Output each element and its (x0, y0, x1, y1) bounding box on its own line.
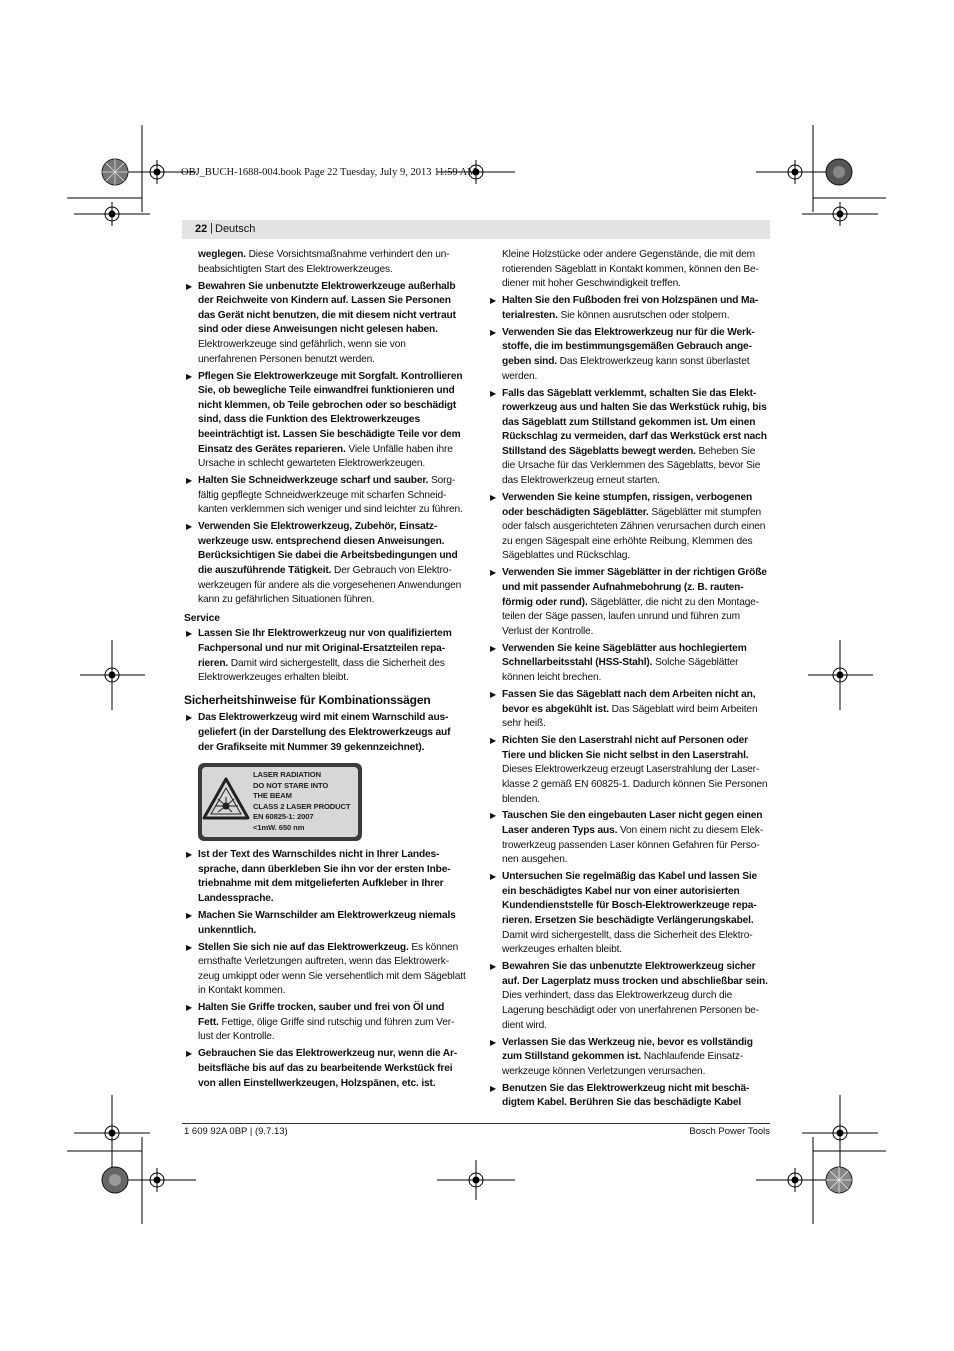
list-item (184, 370, 466, 472)
list-item (488, 642, 770, 686)
list-item (184, 848, 466, 906)
triangle-right-icon: ▶ (186, 476, 193, 486)
triangle-right-icon: ▶ (490, 1037, 497, 1047)
list-item (488, 326, 770, 384)
paragraph: Kleine Holzstücke oder andere Gegenstände, die mit dem rotierenden Sägeblatt in Kontakt kommen, können den Bediener mit hoher Geschwindigkeit treffen. (502, 249, 759, 290)
triangle-right-icon: ▶ (186, 1003, 193, 1013)
paragraph (184, 248, 466, 277)
header-language: Deutsch (215, 223, 256, 235)
body-text: Dies verhindert, dass das Elektrowerkzeug durch die Lagerung beschädigt oder von unerfahrenen Personen bedient wird. (502, 990, 760, 1031)
list-item (488, 566, 770, 639)
list-item (488, 1036, 770, 1080)
body-text: Fettige, ölige Griffe sind rutschig und führen zum Verlust der Kontrolle. (198, 1016, 455, 1043)
bold-text: Lassen Sie Ihr Elektrowerkzeug nur von qualifiziertem Fachpersonal und nur mit Original-Ersatzteilen reparieren. (198, 628, 452, 669)
bold-text: Verwenden Sie keine stumpfen, rissigen, verbogenen oder beschädigten Sägeblätter. (502, 492, 753, 518)
list-item (488, 734, 770, 807)
warning-line: DO NOT STARE INTO (253, 780, 329, 790)
bold-text: Pflegen Sie Elektrowerkzeuge mit Sorgfalt. Kontrollieren Sie, ob bewegliche Teile einwandfrei funktionieren und nicht klemmen, ob Teile gebrochen oder so beschädigt sind, dass die Funktion des Elektrowerkzeuges beeinträchtigt ist. Lassen Sie beschädigte Teile vor dem Einsatz des Gerätes reparieren. (198, 370, 463, 455)
laser-hazard-icon (202, 777, 250, 821)
triangle-right-icon: ▶ (490, 736, 497, 746)
footer-rule (182, 1123, 770, 1124)
section-heading: Sicherheitshinweise für Kombinationssägen (184, 692, 431, 707)
bold-text: Stellen Sie sich nie auf das Elektrowerkzeug. (198, 941, 409, 953)
triangle-right-icon: ▶ (186, 942, 193, 952)
triangle-right-icon: ▶ (186, 629, 193, 639)
triangle-right-icon: ▶ (490, 327, 497, 337)
triangle-right-icon: ▶ (490, 568, 497, 578)
triangle-right-icon: ▶ (490, 493, 497, 503)
triangle-right-icon: ▶ (186, 1049, 193, 1059)
footer-doc-number: 1 609 92A 0BP | (9.7.13) (184, 1126, 288, 1137)
list-item (488, 387, 770, 489)
bold-text: Halten Sie Griffe trocken, sauber und frei von Öl und Fett. (198, 1002, 445, 1028)
laser-warning-label (198, 763, 362, 841)
triangle-right-icon: ▶ (490, 388, 497, 398)
body-text: Es können ernsthafte Verletzungen auftreten, wenn das Elektrowerkzeug umkippt oder wenn Sie versehentlich mit dem Sägeblatt in Kontakt kommen. (198, 941, 466, 997)
body-text: Sorgfältig gepflegte Schneidwerkzeuge mit scharfen Schneidkanten verklemmen sich weniger und sind leichter zu führen. (198, 475, 463, 516)
body-text: Diese Vorsichtsmaßnahme verhindert den unbeabsichtigten Start des Elektrowerkzeuges. (198, 249, 450, 275)
triangle-right-icon: ▶ (490, 811, 497, 821)
triangle-right-icon: ▶ (490, 962, 497, 972)
printer-color-wheel-icon (826, 159, 852, 185)
list-item (184, 474, 466, 518)
bold-text: Ist der Text des Warnschildes nicht in Ihrer Landessprache, dann überkleben Sie ihn vor der ersten Inbetriebnahme mit dem mitgelieferten Aufkleber in Ihrer Landessprache. (198, 849, 451, 904)
body-text: Damit wird sichergestellt, dass die Sicherheit des Elektrowerkzeuges erhalten bleibt. (198, 657, 445, 684)
bold-text: Halten Sie Schneidwerkzeuge scharf und sauber. (198, 475, 429, 487)
header-separator: | (210, 222, 213, 234)
list-item (184, 627, 466, 685)
warning-line: <1mW. 650 nm (253, 822, 305, 832)
triangle-right-icon: ▶ (186, 281, 193, 291)
list-item (488, 1082, 770, 1111)
print-slug: OBJ_BUCH-1688-004.book Page 22 Tuesday, July 9, 2013 11:59 AM (181, 167, 477, 178)
left-column (184, 248, 466, 1094)
body-text: Das Elektrowerkzeug kann sonst überlastet werden. (502, 355, 750, 382)
list-item (184, 711, 466, 755)
triangle-right-icon: ▶ (490, 296, 497, 306)
printer-color-wheel-icon (102, 159, 128, 185)
body-text: Sägeblätter mit stumpfen oder falsch ausgerichteten Zähnen verursachen durch einen zu engen Sägespalt eine erhöhte Reibung, Klemmen des Sägeblattes und Rückschlag. (502, 506, 766, 562)
warning-label-text (253, 770, 350, 833)
body-text: Damit wird sichergestellt, dass die Sicherheit des Elektrowerkzeuges erhalten bleibt. (502, 929, 753, 956)
bold-text: Gebrauchen Sie das Elektrowerkzeug nur, wenn die Arbeitsfläche bis auf das zu bearbeitende Werkstück frei von allen Einstellwerkzeugen, Holzspänen, etc. ist. (198, 1048, 458, 1089)
bold-text: Richten Sie den Laserstrahl nicht auf Personen oder Tiere und blicken Sie nicht selbst in den Laserstrahl. (502, 735, 749, 761)
bold-text: Bewahren Sie das unbenutzte Elektrowerkzeug sicher auf. Der Lagerplatz muss trocken und abschließbar sein. (502, 961, 768, 987)
triangle-right-icon: ▶ (186, 850, 193, 860)
bold-text: Tauschen Sie den eingebauten Laser nicht gegen einen Laser anderen Typs aus. (502, 810, 763, 837)
bold-text: weglegen. (198, 249, 246, 260)
printer-color-wheel-icon (102, 1167, 128, 1193)
bold-text: Halten Sie den Fußboden frei von Holzspänen und Materialresten. (502, 295, 759, 321)
list-item (184, 1001, 466, 1045)
triangle-right-icon: ▶ (186, 371, 193, 381)
page-header (182, 220, 770, 239)
triangle-right-icon: ▶ (186, 910, 193, 920)
bold-text: Falls das Sägeblatt verklemmt, schalten Sie das Elektrowerkzeug aus und halten Sie das Werkstück ruhig, bis das Sägeblatt zum Stillstand gekommen ist. Um einen Rückschlag zu vermeiden, darf das Werkstück erst nach Stillstand des Sägeblatts bewegt werden. (502, 387, 767, 457)
list-item (488, 294, 770, 323)
list-item (184, 909, 466, 938)
bold-text: Fassen Sie das Sägeblatt nach dem Arbeiten nicht an, bevor es abgekühlt ist. (502, 688, 756, 715)
list-item (184, 1047, 466, 1091)
warning-line: EN 60825-1: 2007 (253, 812, 314, 822)
warning-line: LASER RADIATION (253, 770, 321, 780)
body-text: Beheben Sie die Ursache für das Verklemmen des Sägeblatts, bevor Sie das Elektrowerkzeug erneut starten. (502, 445, 761, 487)
body-text: Sie können ausrutschen oder stolpern. (557, 309, 730, 321)
bold-text: Untersuchen Sie regelmäßig das Kabel und lassen Sie ein beschädigtes Kabel nur von einer autorisierten Kundendienststelle für Bosch-Elektrowerkzeuge reparieren. Ersetzen Sie beschädigte Verlängerungskabel. (502, 871, 758, 927)
list-item (488, 870, 770, 958)
list-item (184, 520, 466, 608)
subsection-heading: Service (184, 612, 220, 624)
warning-line: THE BEAM (253, 791, 292, 801)
warning-line: CLASS 2 LASER PRODUCT (253, 801, 351, 811)
bold-text: Verwenden Sie das Elektrowerkzeug nur für die Werkstoffe, die im bestimmungsgemäßen Gebrauch angegeben sind. (502, 326, 755, 367)
triangle-right-icon: ▶ (490, 689, 497, 699)
list-item (184, 941, 466, 999)
list-item (488, 809, 770, 867)
bold-text: Machen Sie Warnschilder am Elektrowerkzeug niemals unkenntlich. (198, 909, 456, 936)
bold-text: Bewahren Sie unbenutzte Elektrowerkzeuge außerhalb der Reichweite von Kindern auf. Lassen Sie Personen das Gerät nicht benutzen, die mit diesem nicht vertraut sind oder diese Anweisungen nicht gelesen haben. (198, 280, 456, 336)
page-number: 22 (195, 223, 208, 235)
bold-text: Benutzen Sie das Elektrowerkzeug nicht mit beschädigtem Kabel. Berühren Sie das beschädigte Kabel (502, 1082, 750, 1109)
bold-text: Verwenden Sie Elektrowerkzeug, Zubehör, Einsatzwerkzeuge usw. entsprechend diesen Anweisungen. Berücksichtigen Sie dabei die Arbeitsbedingungen und die auszuführende Tätigkeit. (198, 521, 458, 577)
body-text: Nachlaufende Einsatzwerkzeuge können Verletzungen verursachen. (502, 1051, 744, 1077)
bold-text: Verlassen Sie das Werkzeug nie, bevor es vollständig zum Stillstand gekommen ist. (502, 1036, 753, 1063)
list-item (488, 491, 770, 564)
triangle-right-icon: ▶ (490, 1083, 497, 1093)
list-item (184, 280, 466, 368)
bold-text: Verwenden Sie keine Sägeblätter aus hochlegiertem Schnellarbeitsstahl (HSS-Stahl). (502, 642, 747, 669)
bold-text: Verwenden Sie immer Sägeblätter in der richtigen Größe und mit passender Aufnahmebohrung (z. B. rautenförmig oder rund). (502, 567, 767, 608)
triangle-right-icon: ▶ (186, 713, 193, 723)
triangle-right-icon: ▶ (490, 643, 497, 653)
list-item (488, 960, 770, 1033)
bold-text: Das Elektrowerkzeug wird mit einem Warnschild ausgeliefert (in der Darstellung des Elektrowerkzeugs auf der Grafikseite mit Nummer 39 gekennzeichnet). (198, 712, 451, 753)
body-text: Dieses Elektrowerkzeug erzeugt Laserstrahlung der Laserklasse 2 gemäß EN 60825-1. Dadurch können Sie Personen blenden. (502, 764, 768, 805)
body-text: Viele Unfälle haben ihre Ursache in schlecht gewarteten Elektrowerkzeugen. (198, 443, 453, 470)
body-text: Sägeblätter, die nicht zu den Montageteilen der Säge passen, laufen unrund und führen zum Verlust der Kontrolle. (502, 596, 760, 637)
list-item (488, 688, 770, 732)
printer-color-wheel-icon (826, 1167, 852, 1193)
body-text: Elektrowerkzeuge sind gefährlich, wenn sie von unerfahrenen Personen benutzt werden. (198, 338, 406, 365)
body-text: Das Sägeblatt wird beim Arbeiten sehr heiß. (502, 703, 758, 730)
triangle-right-icon: ▶ (490, 872, 497, 882)
right-column (488, 248, 770, 1113)
body-text: Von einem nicht zu diesem Elektrowerkzeug passenden Laser können Gefahren für Personen ausgehen. (502, 825, 764, 866)
footer-brand: Bosch Power Tools (689, 1126, 770, 1137)
body-text: Solche Sägeblätter können leicht brechen. (502, 657, 739, 683)
triangle-right-icon: ▶ (186, 522, 193, 532)
body-text: Der Gebrauch von Elektrowerkzeugen für andere als die vorgesehenen Anwendungen kann zu gefährlichen Situationen führen. (198, 565, 462, 606)
